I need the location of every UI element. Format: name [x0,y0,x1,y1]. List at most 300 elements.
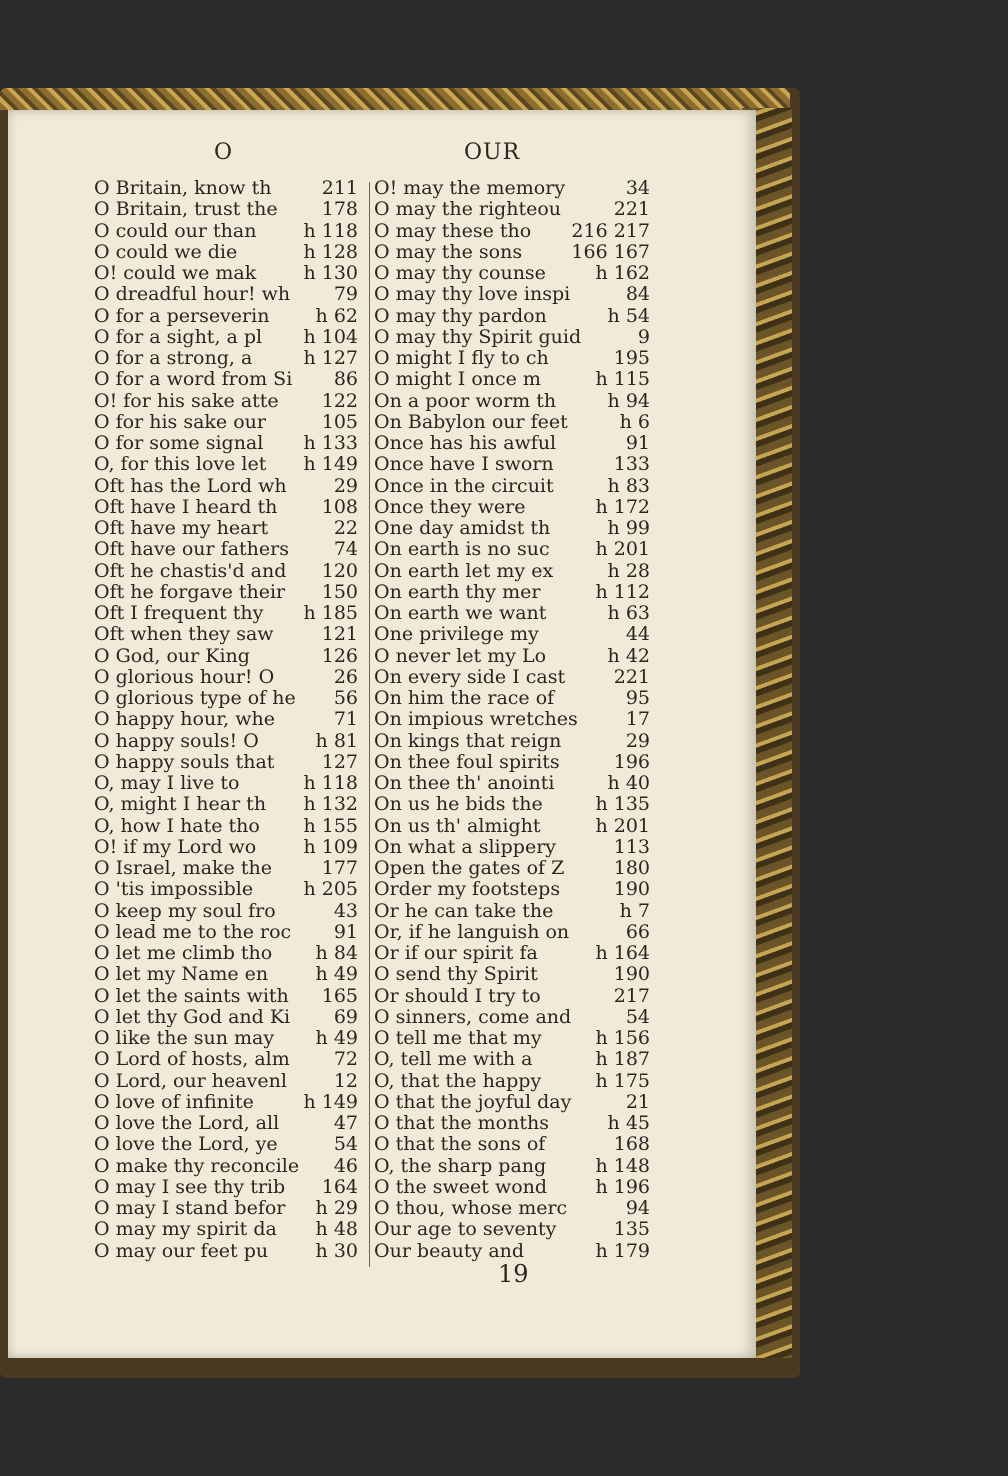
entry-hymn-number: 29 [625,729,650,752]
entry-hymn-number: h 172 [595,495,650,518]
index-entry [94,1156,358,1177]
index-entry [374,709,650,730]
entry-hymn-number: 74 [333,538,358,561]
entry-text: O may thy Spirit guid [374,325,582,348]
entry-text: O for some signal [94,432,264,454]
index-entry [374,476,650,497]
entry-text: O, for this love let [94,453,267,476]
entry-hymn-number: 84 [625,283,650,306]
index-entry [374,284,650,305]
index-entry [94,454,358,475]
entry-hymn-number: 216 217 [571,219,650,242]
index-entry [374,221,650,242]
entry-hymn-number: h 28 [607,559,650,582]
column-divider [369,182,370,1267]
entry-text: O! may the memory [374,177,566,199]
index-entry [94,1134,358,1155]
entry-text: On thee th' anointi [374,772,555,794]
entry-text: O may my spirit da [94,1218,277,1241]
index-entry [94,943,358,964]
entry-hymn-number: 150 [321,580,358,603]
entry-text: O tell me that my [374,1027,542,1049]
entry-hymn-number: 56 [333,687,358,709]
entry-text: O lead me to the roc [94,920,292,943]
entry-hymn-number: h 128 [303,240,358,263]
entry-hymn-number: h 63 [607,602,650,624]
entry-text: On earth we want [374,602,547,624]
index-entry [94,221,358,242]
index-entry [374,794,650,815]
entry-hymn-number: 165 [321,984,358,1007]
entry-hymn-number: h 149 [303,1090,358,1113]
entry-text: O for a perseverin [94,304,270,327]
entry-text: O let my Name en [94,963,269,986]
index-entry [374,1049,650,1070]
entry-text: O that the joyful day [374,1090,572,1113]
entry-text: O may thy love inspi [374,283,571,306]
index-entry [374,454,650,475]
index-entry [374,1071,650,1092]
entry-text: One privilege my [374,623,539,646]
entry-text: Our beauty and [374,1239,525,1262]
index-entry [374,1241,650,1262]
index-entry [94,1092,358,1113]
entry-text: On thee foul spirits [374,750,560,773]
index-entry [94,837,358,858]
entry-hymn-number: 86 [333,368,358,391]
entry-hymn-number: h 162 [595,262,650,284]
entry-hymn-number: h 187 [595,1048,650,1071]
entry-text: O may the sons [374,240,523,263]
index-entry [374,667,650,688]
entry-text: O, tell me with a [374,1048,533,1071]
entry-text: O for a strong, a [94,347,253,369]
entry-hymn-number: 72 [333,1048,358,1071]
entry-hymn-number: 34 [625,177,650,199]
entry-hymn-number: 69 [333,1005,358,1028]
index-entry [94,964,358,985]
index-column-right [374,178,650,1262]
entry-hymn-number: h 62 [315,304,358,327]
entry-text: O may these tho [374,219,532,242]
entry-text: O glorious hour! O [94,665,275,688]
entry-text: O could we die [94,240,238,263]
entry-text: Oft he forgave their [94,580,286,603]
entry-text: On impious wretches [374,708,578,731]
entry-hymn-number: h 48 [315,1218,358,1241]
entry-hymn-number: h 83 [607,474,650,497]
entry-hymn-number: 196 [613,750,650,773]
index-entry [374,624,650,645]
entry-text: O! if my Lord wo [94,835,257,858]
entry-hymn-number: h 42 [607,644,650,667]
entry-hymn-number: 91 [333,920,358,943]
entry-text: On a poor worm th [374,389,557,412]
entry-text: On him the race of [374,687,555,709]
entry-hymn-number: 12 [333,1069,358,1092]
entry-text: On what a slippery [374,835,557,858]
entry-text: Oft have I heard th [94,495,278,518]
entry-text: On earth let my ex [374,559,554,582]
index-entry [94,561,358,582]
entry-hymn-number: 94 [625,1197,650,1219]
index-entry [374,497,650,518]
entry-text: Oft he chastis'd and [94,559,287,582]
index-entry [374,922,650,943]
entry-hymn-number: h 40 [607,772,650,794]
index-entry [94,752,358,773]
entry-text: O happy souls that [94,750,275,773]
index-entry [374,986,650,1007]
entry-hymn-number: 26 [333,665,358,688]
entry-text: O might I once m [374,368,541,391]
index-entry [94,922,358,943]
entry-text: Once in the circuit [374,474,554,497]
entry-hymn-number: h 84 [315,942,358,964]
entry-hymn-number: 79 [333,283,358,306]
page-number: 19 [498,1260,529,1288]
index-entry [94,199,358,220]
entry-text: On every side I cast [374,665,566,688]
entry-text: O love of infinite [94,1090,254,1113]
entry-text: On us th' almight [374,814,541,837]
index-entry [94,412,358,433]
entry-text: O happy souls! O [94,729,259,752]
index-entry [94,391,358,412]
index-entry [94,1177,358,1198]
entry-hymn-number: h 205 [303,878,358,901]
entry-text: O, may I live to [94,772,240,794]
entry-hymn-number: 47 [333,1112,358,1134]
index-entry [94,858,358,879]
index-entry [374,391,650,412]
index-entry [94,539,358,560]
index-entry [374,943,650,964]
entry-hymn-number: 190 [613,878,650,901]
entry-text: O love the Lord, all [94,1112,280,1134]
entry-hymn-number: h 135 [595,793,650,816]
index-entry [94,1241,358,1262]
index-entry [94,433,358,454]
entry-text: O for a word from Si [94,368,293,391]
entry-text: Oft when they saw [94,623,274,646]
entry-text: O, the sharp pang [374,1154,547,1177]
index-entry [374,901,650,922]
entry-hymn-number: h 201 [595,814,650,837]
entry-hymn-number: 217 [613,984,650,1007]
entry-hymn-number: 21 [625,1090,650,1113]
entry-text: O happy hour, whe [94,708,276,731]
index-entry [94,901,358,922]
index-entry [374,646,650,667]
entry-text: O could our than [94,219,257,242]
entry-hymn-number: 190 [613,963,650,986]
entry-text: O may I stand befor [94,1197,286,1219]
entry-text: O like the sun may [94,1027,275,1049]
entry-hymn-number: 177 [321,857,358,879]
index-entry [374,199,650,220]
index-entry [374,816,650,837]
entry-hymn-number: h 104 [303,325,358,348]
entry-hymn-number: 122 [321,389,358,412]
index-entry [374,964,650,985]
index-entry [374,539,650,560]
entry-hymn-number: h 109 [303,835,358,858]
index-entry [94,879,358,900]
index-entry [374,1198,650,1219]
index-entry [374,1134,650,1155]
index-entry [94,688,358,709]
entry-hymn-number: 105 [321,410,358,433]
entry-text: Or should I try to [374,984,541,1007]
index-entry [94,582,358,603]
entry-hymn-number: h 148 [595,1154,650,1177]
entry-text: O! could we mak [94,262,257,284]
entry-hymn-number: h 118 [303,219,358,242]
entry-text: O keep my soul fro [94,899,276,922]
entry-hymn-number: 113 [613,835,650,858]
entry-text: Once have I sworn [374,453,554,476]
entry-text: O, how I hate tho [94,814,260,837]
index-entry [94,794,358,815]
entry-text: O thou, whose merc [374,1197,568,1219]
index-entry [94,348,358,369]
index-entry [374,582,650,603]
entry-text: One day amidst th [374,517,551,539]
entry-hymn-number: h 196 [595,1175,650,1198]
entry-text: O Israel, make the [94,857,272,879]
entry-text: O glorious type of he [94,687,296,709]
index-entry [94,1219,358,1240]
index-entry [94,603,358,624]
index-entry [374,1113,650,1134]
entry-text: O make thy reconcile [94,1154,300,1177]
index-column-left [94,178,358,1262]
index-entry [94,306,358,327]
entry-text: On earth is no suc [374,538,550,561]
entry-text: O for a sight, a pl [94,325,263,348]
entry-hymn-number: h 175 [595,1069,650,1092]
index-entry [374,1219,650,1240]
entry-hymn-number: h 30 [315,1239,358,1262]
entry-text: O Britain, know th [94,177,272,199]
entry-text: Oft has the Lord wh [94,474,287,497]
entry-text: O! for his sake atte [94,389,279,412]
entry-text: O 'tis impossible [94,878,254,901]
entry-hymn-number: h 29 [315,1197,358,1219]
index-entry [374,433,650,454]
entry-hymn-number: 180 [613,857,650,879]
entry-hymn-number: 9 [637,325,650,348]
index-entry [94,1049,358,1070]
entry-text: O let the saints with [94,984,289,1007]
entry-hymn-number: h 7 [619,899,650,922]
entry-hymn-number: 66 [625,920,650,943]
entry-hymn-number: h 81 [315,729,358,752]
entry-hymn-number: 54 [333,1133,358,1156]
book-page [8,110,756,1358]
index-entry [374,242,650,263]
index-entry [94,1007,358,1028]
entry-hymn-number: 221 [613,198,650,221]
entry-hymn-number: 168 [613,1133,650,1156]
entry-hymn-number: 178 [321,198,358,221]
entry-text: O let me climb tho [94,942,273,964]
index-entry [374,306,650,327]
entry-text: O send thy Spirit [374,963,538,986]
index-entry [94,816,358,837]
index-entry [374,369,650,390]
entry-hymn-number: 71 [333,708,358,731]
index-entry [94,646,358,667]
entry-hymn-number: h 118 [303,772,358,794]
entry-text: O Britain, trust the [94,198,278,221]
entry-hymn-number: 126 [321,644,358,667]
entry-hymn-number: h 130 [303,262,358,284]
index-entry [374,1028,650,1049]
index-entry [94,369,358,390]
entry-hymn-number: 44 [625,623,650,646]
entry-hymn-number: 127 [321,750,358,773]
entry-hymn-number: h 99 [607,517,650,539]
entry-hymn-number: h 133 [303,432,358,454]
entry-text: On us he bids the [374,793,543,816]
entry-hymn-number: 91 [625,432,650,454]
entry-text: O may I see thy trib [94,1175,286,1198]
index-entry [94,242,358,263]
entry-hymn-number: h 156 [595,1027,650,1049]
index-entry [374,1092,650,1113]
entry-text: O may our feet pu [94,1239,269,1262]
entry-hymn-number: h 94 [607,389,650,412]
entry-text: O, that the happy [374,1069,542,1092]
entry-hymn-number: 108 [321,495,358,518]
index-entry [374,1177,650,1198]
index-entry [374,879,650,900]
running-head-left: O [214,140,234,165]
entry-text: Or if our spirit fa [374,942,538,964]
index-entry [94,263,358,284]
entry-text: Oft I frequent thy [94,602,264,624]
entry-hymn-number: 195 [613,347,650,369]
entry-text: O Lord of hosts, alm [94,1048,290,1071]
entry-text: O dreadful hour! wh [94,283,291,306]
index-entry [374,412,650,433]
index-entry [374,178,650,199]
entry-hymn-number: 95 [625,687,650,709]
entry-text: On kings that reign [374,729,562,752]
entry-hymn-number: h 164 [595,942,650,964]
entry-hymn-number: h 185 [303,602,358,624]
entry-text: O that the sons of [374,1133,546,1156]
entry-text: O for his sake our [94,410,266,433]
index-entry [94,624,358,645]
index-entry [94,986,358,1007]
entry-text: O let thy God and Ki [94,1005,291,1028]
index-entry [94,178,358,199]
index-entry [94,667,358,688]
entry-text: O never let my Lo [374,644,547,667]
index-entry [374,1007,650,1028]
running-head-right: OUR [464,140,521,165]
entry-hymn-number: 46 [333,1154,358,1177]
index-entry [374,773,650,794]
index-entry [374,731,650,752]
entry-hymn-number: 43 [333,899,358,922]
index-entry [94,327,358,348]
entry-text: O Lord, our heavenl [94,1069,287,1092]
entry-hymn-number: h 115 [595,368,650,391]
entry-text: O may thy pardon [374,304,547,327]
index-entry [94,773,358,794]
index-entry [94,731,358,752]
entry-hymn-number: 164 [321,1175,358,1198]
index-entry [374,561,650,582]
entry-text: On earth thy mer [374,580,541,603]
index-entry [94,518,358,539]
index-entry [94,709,358,730]
entry-hymn-number: h 6 [619,410,650,433]
index-entry [374,263,650,284]
index-entry [374,837,650,858]
index-entry [94,497,358,518]
entry-hymn-number: h 201 [595,538,650,561]
index-entry [94,1113,358,1134]
entry-hymn-number: h 54 [607,304,650,327]
entry-hymn-number: 211 [321,177,358,199]
index-entry [94,284,358,305]
entry-text: Once they were [374,495,526,518]
index-entry [94,1028,358,1049]
entry-hymn-number: 29 [333,474,358,497]
entry-hymn-number: 17 [625,708,650,731]
entry-hymn-number: h 45 [607,1112,650,1134]
entry-text: O God, our King [94,644,250,667]
entry-text: Oft have my heart [94,517,269,539]
entry-text: O the sweet wond [374,1175,548,1198]
entry-hymn-number: h 112 [595,580,650,603]
entry-text: O may the righteou [374,198,562,221]
index-entry [374,1156,650,1177]
entry-hymn-number: 166 167 [571,240,650,263]
entry-text: Open the gates of Z [374,857,565,879]
entry-text: Our age to seventy [374,1218,557,1241]
entry-hymn-number: 133 [613,453,650,476]
entry-hymn-number: h 132 [303,793,358,816]
entry-hymn-number: h 49 [315,963,358,986]
entry-text: Once has his awful [374,432,557,454]
entry-text: O might I fly to ch [374,347,549,369]
entry-text: Or he can take the [374,899,554,922]
entry-hymn-number: 120 [321,559,358,582]
index-entry [374,603,650,624]
index-entry [94,476,358,497]
entry-text: On Babylon our feet [374,410,568,433]
index-entry [374,688,650,709]
entry-hymn-number: h 179 [595,1239,650,1262]
entry-hymn-number: 121 [321,623,358,646]
entry-hymn-number: 22 [333,517,358,539]
gilt-top-edge [0,88,790,110]
entry-hymn-number: 54 [625,1005,650,1028]
entry-text: O love the Lord, ye [94,1133,278,1156]
index-entry [94,1071,358,1092]
entry-hymn-number: 135 [613,1218,650,1241]
entry-text: O sinners, come and [374,1005,572,1028]
entry-text: Or, if he languish on [374,920,570,943]
entry-hymn-number: h 155 [303,814,358,837]
index-entry [374,348,650,369]
